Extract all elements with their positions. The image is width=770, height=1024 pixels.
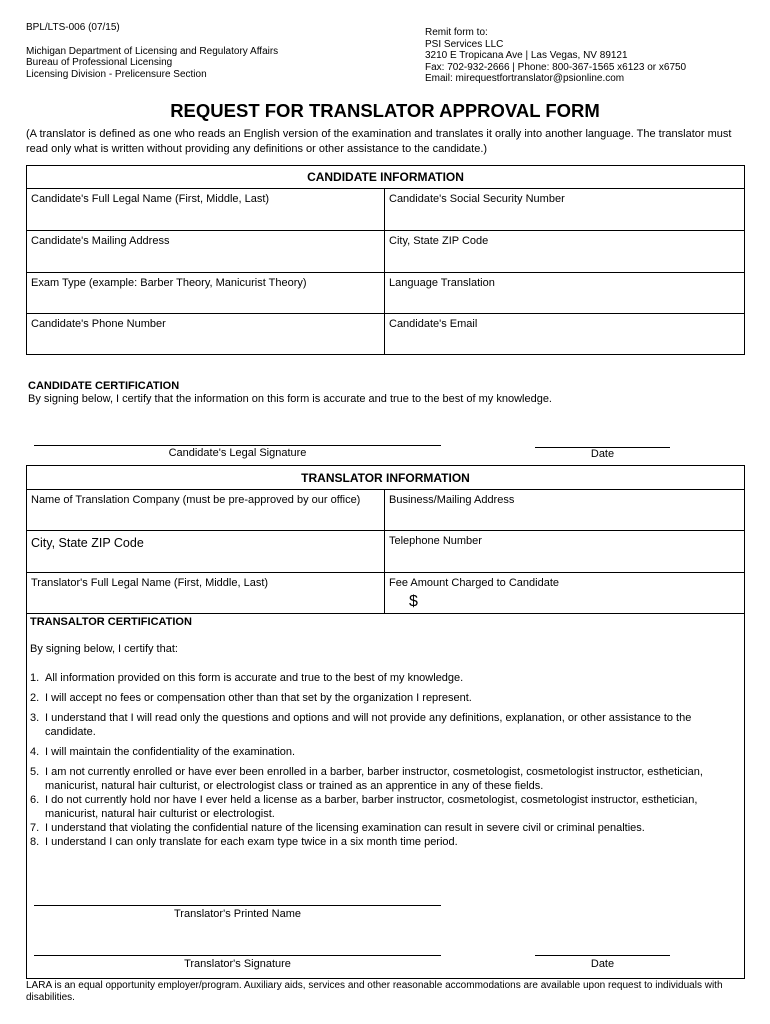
field-label: City, State ZIP Code — [31, 536, 144, 550]
remit-line: Fax: 702-932-2666 | Phone: 800-367-1565 x6123 or x6750 — [425, 61, 687, 73]
form-number: BPL/LTS-006 (07/15) — [26, 22, 120, 33]
item-number: 4. — [30, 746, 40, 758]
field-label: Name of Translation Company (must be pre-approved by our office) — [31, 494, 361, 506]
dollar-sign: $ — [409, 593, 418, 610]
form-title: REQUEST FOR TRANSLATOR APPROVAL FORM — [170, 100, 600, 121]
field-label: Candidate's Full Legal Name (First, Middle, Last) — [31, 193, 270, 205]
field-label: Fee Amount Charged to Candidate — [389, 577, 560, 589]
field-label: Exam Type (example: Barber Theory, Manicurist Theory) — [31, 277, 307, 289]
translator-date-line[interactable] — [535, 955, 670, 956]
item-text: I will accept no fees or compensation other than that set by the organization I represent. — [45, 692, 472, 704]
item-number: 5. — [30, 766, 40, 778]
item-number: 6. — [30, 794, 40, 806]
translator-date-label: Date — [590, 958, 615, 970]
exam-type-field[interactable] — [27, 273, 384, 313]
candidate-cert-heading: CANDIDATE CERTIFICATION — [28, 380, 180, 392]
candidate-phone-field[interactable] — [27, 314, 384, 354]
candidate-info-heading: CANDIDATE INFORMATION — [307, 170, 464, 184]
translator-phone-field[interactable] — [385, 531, 744, 572]
candidate-signature-label: Candidate's Legal Signature — [168, 447, 307, 459]
field-label: Business/Mailing Address — [389, 494, 515, 506]
translator-definition: (A translator is defined as one who reads an English version of the examination and translates it orally into another language. The translator must read only what is written without providing any definitions or other assistance to the candidate.) — [26, 128, 732, 155]
translator-printed-name-line[interactable] — [34, 905, 441, 906]
translator-cert-heading: TRANSALTOR CERTIFICATION — [30, 616, 192, 628]
remit-address — [425, 27, 686, 85]
translator-name-field[interactable] — [27, 573, 384, 613]
list-item — [30, 745, 730, 759]
list-item — [30, 671, 730, 685]
item-text: All information provided on this form is accurate and true to the best of my knowledge. — [45, 672, 464, 684]
item-number: 8. — [30, 836, 40, 848]
field-label: City, State ZIP Code — [389, 235, 489, 247]
remit-line: Remit form to: — [425, 27, 488, 38]
translator-city-state-zip-field[interactable] — [27, 531, 384, 572]
agency-line: Licensing Division - Prelicensure Section — [26, 68, 207, 80]
candidate-certification — [28, 380, 748, 406]
translator-printed-name-label: Translator's Printed Name — [173, 908, 301, 920]
candidate-cert-text: By signing below, I certify that the information on this form is accurate and true to the best of my knowledge. — [28, 393, 552, 405]
business-address-field[interactable] — [385, 490, 744, 530]
item-number: 7. — [30, 822, 40, 834]
field-label: Candidate's Mailing Address — [31, 235, 170, 247]
field-label: Candidate's Email — [389, 318, 478, 330]
item-text: I do not currently hold nor have I ever held a license as a barber, barber instructor, cosmetologist, cosmetologist instructor, esthetician, manicurist, natural hair culturist or electrologist. — [45, 794, 698, 820]
item-text: I am not currently enrolled or have ever been enrolled in a barber, barber instructor, cosmetologist, cosmetologist instructor, esthetician, manicurist, natural hair culturist, or electrologist class or trained as an apprentice in any of these fields. — [45, 766, 703, 792]
item-number: 1. — [30, 672, 40, 684]
item-text: I will maintain the confidentiality of the examination. — [45, 746, 296, 758]
candidate-email-field[interactable] — [385, 314, 744, 354]
list-item — [30, 821, 730, 835]
agency-header — [26, 22, 278, 80]
candidate-name-field[interactable] — [27, 189, 384, 230]
list-item — [30, 765, 730, 793]
field-label: Language Translation — [389, 277, 495, 289]
translator-cert-list — [30, 671, 730, 849]
list-item — [30, 793, 730, 821]
field-label: Translator's Full Legal Name (First, Middle, Last) — [31, 577, 269, 589]
candidate-date-label: Date — [590, 448, 615, 460]
list-item — [30, 691, 730, 705]
translator-signature-label: Translator's Signature — [184, 958, 291, 970]
list-item — [30, 711, 730, 739]
field-label: Candidate's Phone Number — [31, 318, 166, 330]
remit-email: Email: mirequestfortranslator@psionline.com — [425, 73, 625, 84]
item-text: I understand that violating the confidential nature of the licensing examination can result in severe civil or criminal penalties. — [45, 822, 645, 834]
agency-line: Michigan Department of Licensing and Regulatory Affairs — [26, 45, 279, 57]
translator-cert-intro: By signing below, I certify that: — [30, 643, 178, 655]
item-text: I understand I can only translate for each exam type twice in a six month time period. — [45, 836, 458, 848]
remit-line: PSI Services LLC — [425, 38, 504, 50]
candidate-ssn-field[interactable] — [385, 189, 744, 230]
item-number: 3. — [30, 712, 40, 724]
item-number: 2. — [30, 692, 40, 704]
candidate-signature-line[interactable] — [34, 445, 441, 446]
translator-info-heading: TRANSLATOR INFORMATION — [301, 471, 470, 485]
field-label: Candidate's Social Security Number — [389, 193, 565, 205]
translation-company-field[interactable] — [27, 490, 384, 530]
agency-line: Bureau of Professional Licensing — [26, 57, 173, 68]
candidate-info-box — [26, 165, 745, 355]
footer-notice: LARA is an equal opportunity employer/program. Auxiliary aids, services and other reasonable accommodations are available upon request to individuals with disabilities. — [26, 980, 723, 1003]
item-text: I understand that I will read only the questions and options and will not provide any definitions, explanation, or other assistance to the candidate. — [45, 712, 692, 738]
list-item — [30, 835, 730, 849]
candidate-city-state-zip-field[interactable] — [385, 231, 744, 272]
fee-amount-field[interactable] — [385, 573, 744, 613]
translator-signature-line[interactable] — [34, 955, 441, 956]
language-translation-field[interactable] — [385, 273, 744, 313]
remit-line: 3210 E Tropicana Ave | Las Vegas, NV 89121 — [425, 50, 628, 61]
field-label: Telephone Number — [389, 535, 482, 547]
candidate-address-field[interactable] — [27, 231, 384, 272]
